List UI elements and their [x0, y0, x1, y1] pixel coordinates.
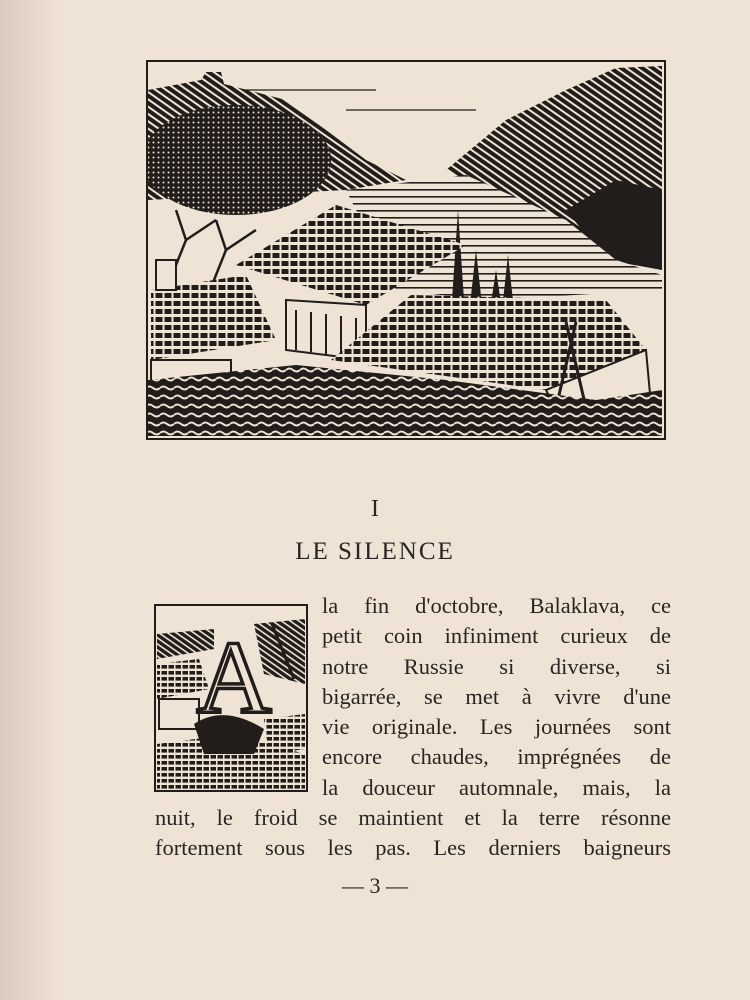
reverse-page-show-through	[155, 448, 655, 598]
chapter-number: I	[371, 496, 379, 522]
text-line: la douceur automnale, mais, la	[322, 774, 671, 800]
chapter-title: LE SILENCE	[295, 538, 455, 565]
initial-letter: A	[196, 620, 272, 735]
page-number: — 3 —	[342, 873, 408, 898]
text-line: vie originale. Les journées sont	[322, 714, 671, 740]
woodcut-illustration	[146, 60, 666, 440]
text-line: encore chaudes, imprégnées de	[322, 744, 671, 770]
decorated-initial-A	[154, 604, 308, 792]
paragraph-full-width	[155, 803, 671, 864]
paragraph-beside-initial	[322, 591, 671, 803]
text-line: petit coin infiniment curieux de	[322, 623, 671, 649]
text-line: la fin d'octobre, Balaklava, ce	[322, 593, 671, 618]
text-line: notre Russie si diverse, si	[322, 653, 671, 679]
text-line: fortement sous les pas. Les derniers baigneurs	[155, 835, 671, 861]
text-line: nuit, le froid se maintient et la terre résonne	[155, 805, 671, 830]
text-line: bigarrée, se met à vivre d'une	[322, 683, 671, 709]
